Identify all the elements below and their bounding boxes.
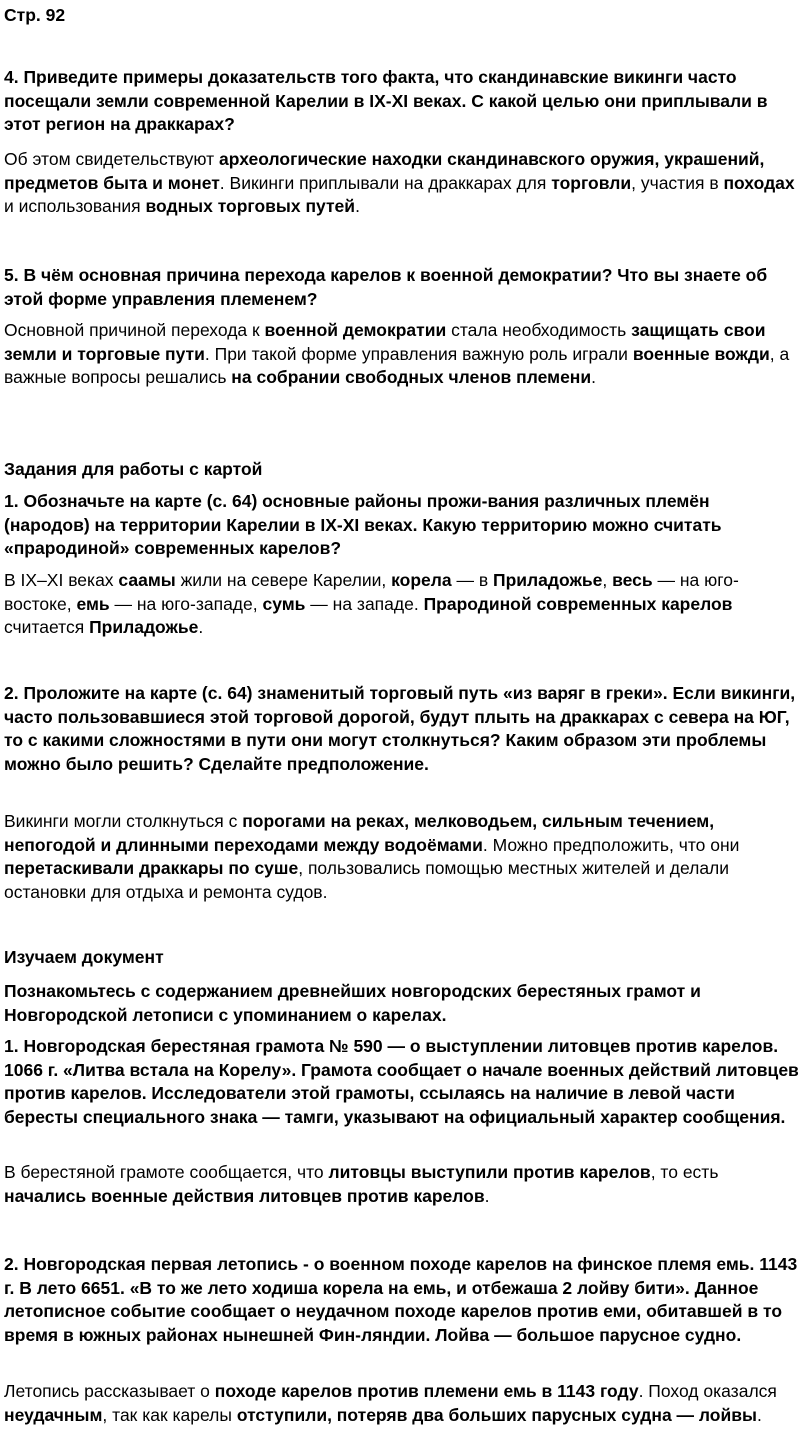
bold-fragment: Приладожье — [89, 617, 199, 637]
bold-fragment: порогами на реках, мелководьем, сильным течением, непогодой и длинными переходами между водоёмами — [4, 811, 715, 855]
bold-fragment: военной демократии — [264, 320, 447, 340]
question-5: 5. В чём основная причина перехода карелов к военной демократии? Что вы знаете об этой форме управления племенем? — [4, 265, 768, 309]
text-fragment: — на юго-востоке, — [4, 570, 739, 614]
text-fragment: , участия в — [631, 172, 724, 193]
bold-fragment: походе карелов против племени емь в 1143 году — [214, 1381, 639, 1401]
bold-fragment: начались военные действия литовцев против карелов — [4, 1185, 485, 1206]
page-label: Стр. 92 — [4, 5, 66, 25]
text-fragment: жили на севере Карелии, — [175, 570, 392, 590]
text-fragment: В берестяной грамоте сообщается, что — [4, 1162, 329, 1182]
text-fragment: Летопись рассказывает о — [4, 1381, 215, 1401]
map-task-1: 1. Обозначьте на карте (с. 64) основные районы прожи-вания различных племён (народов) на территории Карелии в IX-XI веках. Какую территорию можно считать «прародиной» современных карелов? — [4, 491, 722, 558]
text-fragment: — в — [451, 570, 494, 590]
text-fragment: В IX–XI веках — [4, 570, 119, 590]
text-fragment: . — [355, 196, 360, 216]
text-fragment: — на юго-западе, — [109, 593, 263, 614]
bold-fragment: защищать свои земли и торговые пути — [4, 320, 766, 364]
bold-fragment: торговли — [551, 172, 632, 193]
text-fragment: Основной причиной перехода к — [4, 320, 265, 340]
text-fragment: Об этом свидетельствуют — [4, 149, 220, 169]
document-answer-2 — [4, 1380, 800, 1427]
text-fragment: — на западе. — [305, 593, 424, 614]
text-fragment: , так как карелы — [102, 1404, 237, 1425]
text-fragment: стала необходимость — [446, 320, 632, 340]
bold-fragment: саамы — [118, 570, 176, 590]
map-answer-1 — [4, 569, 800, 640]
bold-fragment: сумь — [262, 593, 306, 614]
bold-fragment: Приладожье — [493, 570, 603, 590]
text-fragment: , пользовались помощью местных жителей и делали остановки для отдыха и ремонта судов. — [4, 858, 730, 902]
map-task-2: 2. Проложите на карте (с. 64) знаменитый торговый путь «из варяг в греки». Если викинги, часто пользовавшиеся этой торговой дорогой, будут плыть на драккарах с севера на ЮГ, то с какими сложностями в пути они могут столкнуться? Каким образом эти проблемы можно было решить? Сделайте предположение. — [4, 683, 796, 774]
text-fragment: и использования — [4, 196, 146, 216]
document-intro: Познакомьтесь с содержанием древнейших новгородских берестяных грамот и Новгородской летописи с упоминанием о карелах. — [4, 981, 701, 1025]
text-fragment: . Можно предположить, что они — [482, 834, 740, 855]
text-fragment: , а важные вопросы решались — [4, 343, 790, 387]
text-fragment: . — [591, 367, 596, 387]
bold-fragment: отступили, потеряв два больших парусных судна — лойвы — [236, 1404, 757, 1425]
bold-fragment: водных торговых путей — [145, 196, 356, 216]
text-fragment: , — [602, 570, 613, 590]
text-fragment: , то есть — [650, 1162, 719, 1182]
answer-5 — [4, 319, 800, 390]
bold-fragment: перетаскивали драккары по суше — [4, 858, 299, 878]
document-2: 2. Новгородская первая летопись - о военном походе карелов на финское племя емь. 1143 г. В лето 6651. «В то же лето ходиша корела на емь, и отбежаша 2 лойву бити». Данное летописное событие сообщает о неудачном походе карелов против еми, обитавшей в то время в южных районах нынешней Фин-ляндии. Лойва — большое парусное судно. — [4, 1254, 798, 1345]
text-fragment: . При такой форме управления важную роль играли — [204, 343, 633, 364]
bold-fragment: археологические находки скандинавского оружия, украшений, предметов быта и монет — [4, 149, 765, 193]
document-heading: Изучаем документ — [4, 947, 164, 967]
text-fragment: . Викинги приплывали на драккарах для — [219, 172, 552, 193]
bold-fragment: весь — [612, 570, 653, 590]
bold-fragment: на собрании свободных членов племени — [231, 367, 592, 387]
text-fragment: . — [756, 1404, 762, 1425]
bold-fragment: емь — [76, 593, 110, 614]
text-fragment: . — [484, 1185, 490, 1206]
question-4: 4. Приведите примеры доказательств того факта, что скандинавские викинги часто посещали земли современной Карелии в IX-XI веках. С какой целью они приплывали в этот регион на драккарах? — [4, 67, 768, 134]
answer-4 — [4, 148, 800, 219]
document-1: 1. Новгородская берестяная грамота № 590 — о выступлении литовцев против карелов. 1066 г. «Литва встала на Корелу». Грамота сообщает о начале военных действий литовцев против карелов. Исследователи этой грамоты, ссылаясь на наличие в левой части бересты специального знака — тамги, указывают на официальный характер сообщения. — [4, 1036, 799, 1127]
map-tasks-heading: Задания для работы с картой — [4, 459, 263, 479]
bold-fragment: походах — [723, 172, 795, 193]
map-answer-2 — [4, 810, 800, 904]
bold-fragment: военные вожди — [632, 343, 770, 364]
document-answer-1 — [4, 1161, 800, 1208]
bold-fragment: корела — [391, 570, 452, 590]
text-fragment: . — [198, 617, 204, 637]
bold-fragment: неудачным — [4, 1404, 103, 1425]
text-fragment: считается — [4, 617, 90, 637]
bold-fragment: Прародиной современных карелов — [423, 593, 733, 614]
text-fragment: . Поход оказался — [638, 1381, 777, 1401]
bold-fragment: литовцы выступили против карелов — [328, 1162, 651, 1182]
text-fragment: Викинги могли столкнуться с — [4, 811, 243, 831]
